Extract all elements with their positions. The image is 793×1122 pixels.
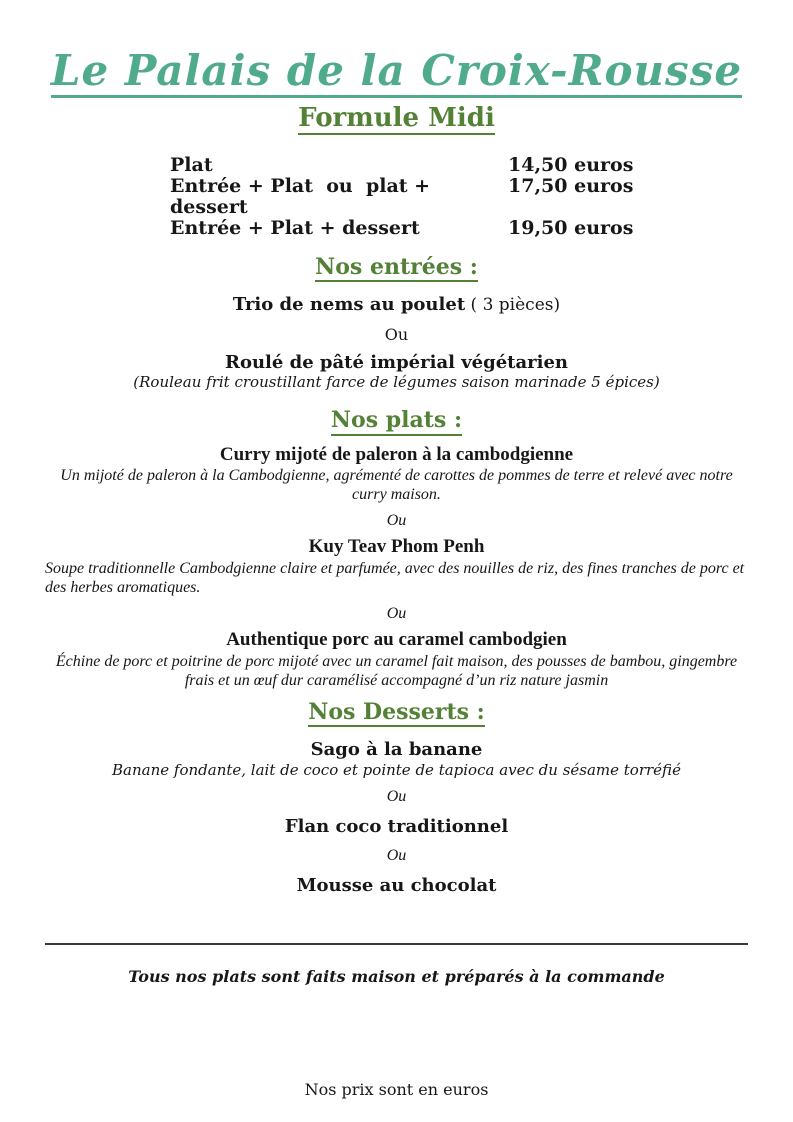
restaurant-title: Le Palais de la Croix-Rousse: [51, 48, 742, 98]
formula-label: Entrée + Plat + dessert: [170, 216, 420, 239]
formula-price: 19,50 euros: [508, 216, 634, 239]
section-heading-label: Nos Desserts :: [308, 700, 485, 727]
formula-price: 17,50 euros: [508, 174, 634, 197]
menu-subtitle: Formule Midi: [298, 103, 495, 134]
dish-name: Kuy Teav Phom Penh: [308, 536, 485, 558]
section-heading-label: Nos plats :: [331, 408, 462, 435]
dish-description: Un mijoté de paleron à la Cambodgienne, agrémenté de carottes de pommes de terre et relevé avec notre curry maison.: [60, 467, 733, 504]
dish-name-text: Trio de nems au poulet: [232, 294, 466, 316]
dish-name: Flan coco traditionnel: [284, 815, 509, 837]
dish-name: Sago à la banane: [310, 739, 483, 761]
formula-price: 14,50 euros: [508, 153, 634, 176]
section-heading-plats: [0, 408, 793, 435]
section-heading-label: Nos entrées :: [315, 255, 478, 282]
formula-label: Plat: [170, 153, 213, 176]
dish-description: Soupe traditionnelle Cambodgienne claire et parfumée, avec des nouilles de riz, des fines tranches de porc et des herbes aromatiques.: [45, 560, 745, 597]
dish-description: (Rouleau frit croustillant farce de légumes saison marinade 5 épices): [133, 373, 660, 392]
price-row: [170, 216, 634, 239]
homemade-note: Tous nos plats sont faits maison et préparés à la commande: [128, 967, 665, 987]
currency-note: Nos prix sont en euros: [304, 1080, 489, 1100]
dish-name: [0, 294, 793, 316]
dish-name: Roulé de pâté impérial végétarien: [225, 351, 568, 373]
dish-name: Authentique porc au caramel cambodgien: [226, 629, 567, 651]
dish-description: Échine de porc et poitrine de porc mijoté avec un caramel fait maison, des pousses de bambou, gingembre frais et un œuf dur caramélisé accompagné d’un riz nature jasmin: [55, 652, 738, 689]
or-separator: Ou: [386, 787, 407, 805]
dish-description: Banane fondante, lait de coco et pointe de tapioca avec du sésame torréfié: [112, 760, 681, 779]
or-separator: Ou: [386, 512, 407, 530]
dish-note: ( 3 pièces): [465, 295, 561, 316]
formula-price-list: [170, 153, 634, 239]
or-separator: Ou: [384, 324, 409, 344]
or-separator: Ou: [386, 605, 407, 623]
formula-label: Entrée + Plat ou plat + dessert: [170, 174, 437, 218]
section-heading-desserts: [0, 700, 793, 727]
dish-name: Curry mijoté de paleron à la cambodgienne: [219, 443, 574, 465]
section-heading-entrees: [0, 255, 793, 282]
dish-name: Mousse au chocolat: [296, 875, 497, 897]
section-divider: [45, 943, 748, 945]
price-row: [170, 153, 634, 176]
price-row: [170, 174, 634, 218]
or-separator: Ou: [386, 847, 407, 865]
header: [0, 0, 793, 98]
